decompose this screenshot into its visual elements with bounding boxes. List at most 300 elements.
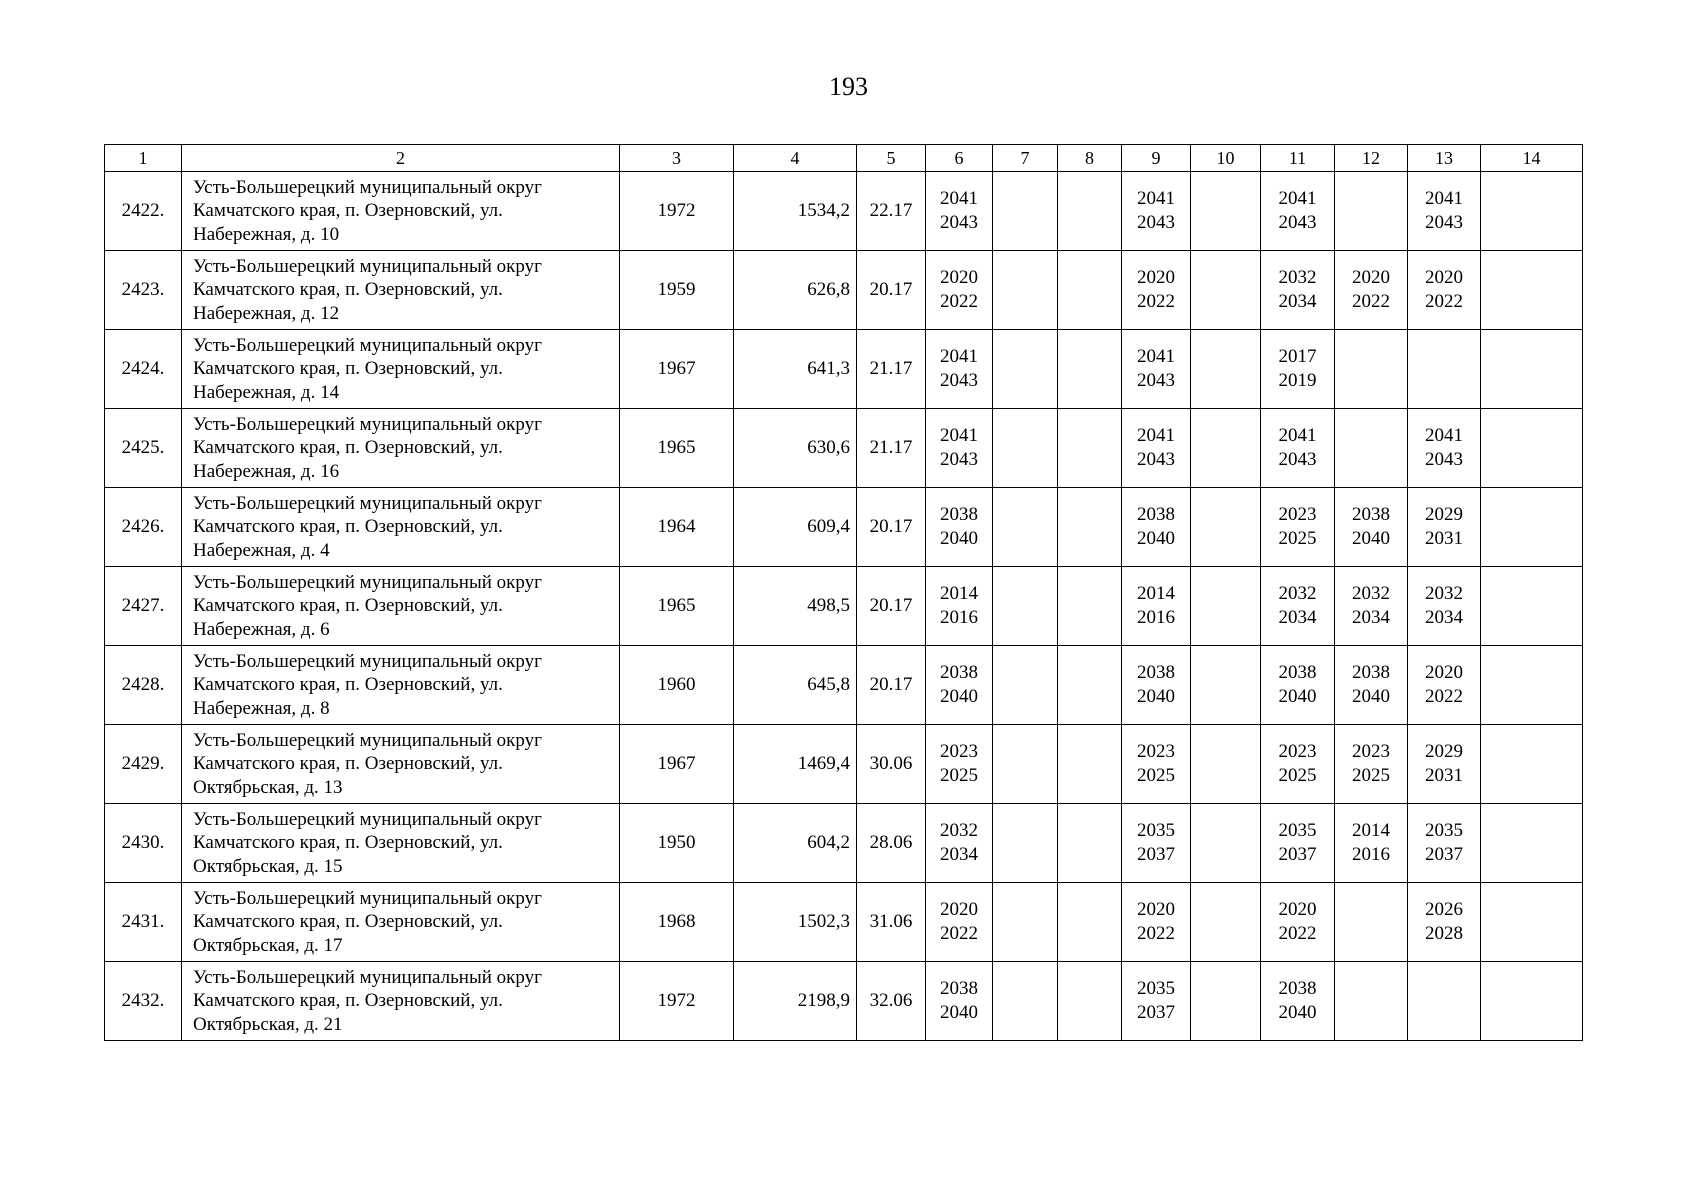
column-header: 13 — [1408, 145, 1481, 172]
period-cell-13 — [1408, 804, 1481, 883]
period-cell-8 — [1058, 251, 1122, 330]
period-year: 2041 — [1278, 425, 1317, 446]
period-year: 2038 — [1352, 662, 1390, 683]
period-year: 2038 — [1352, 504, 1390, 525]
period-cell-10 — [1191, 330, 1261, 409]
address-cell — [182, 962, 620, 1041]
row-number-cell: 2426. — [105, 488, 182, 567]
year-cell: 1972 — [620, 172, 734, 251]
period-cell-10 — [1191, 962, 1261, 1041]
period-cell-11 — [1261, 567, 1335, 646]
period-cell-13 — [1408, 962, 1481, 1041]
area-cell: 609,4 — [734, 488, 857, 567]
period-cell-13 — [1408, 488, 1481, 567]
period-cell-11 — [1261, 409, 1335, 488]
period-cell-9 — [1122, 962, 1191, 1041]
period-year: 2019 — [1278, 370, 1317, 391]
period-year: 2040 — [1352, 528, 1390, 549]
row-number-cell: 2424. — [105, 330, 182, 409]
period-year: 2035 — [1137, 820, 1175, 841]
period-cell-9 — [1122, 330, 1191, 409]
period-cell-7 — [993, 330, 1058, 409]
period-year: 2034 — [940, 844, 978, 865]
period-cell-11 — [1261, 172, 1335, 251]
period-cell-12 — [1335, 409, 1408, 488]
period-year: 2043 — [1137, 449, 1175, 470]
period-year: 2022 — [1352, 291, 1390, 312]
table-row — [105, 725, 1583, 804]
column-5-cell: 21.17 — [857, 330, 926, 409]
period-cell-12 — [1335, 962, 1408, 1041]
year-cell: 1960 — [620, 646, 734, 725]
period-year: 2040 — [940, 1002, 978, 1023]
address-line: Камчатского края, п. Озерновский, ул. — [193, 753, 503, 775]
address-line: Усть-Большерецкий муниципальный округ — [193, 176, 542, 198]
period-year: 2023 — [1137, 741, 1175, 762]
period-year: 2022 — [1425, 291, 1463, 312]
period-cell-13 — [1408, 883, 1481, 962]
period-cell-11 — [1261, 488, 1335, 567]
period-cell-10 — [1191, 804, 1261, 883]
address-line: Камчатского края, п. Озерновский, ул. — [193, 279, 503, 301]
period-cell-8 — [1058, 962, 1122, 1041]
address-line: Усть-Большерецкий муниципальный округ — [193, 492, 542, 514]
period-year: 2032 — [1278, 583, 1317, 604]
period-cell-12 — [1335, 883, 1408, 962]
row-number-cell: 2428. — [105, 646, 182, 725]
table-row — [105, 962, 1583, 1041]
period-year: 2043 — [1425, 449, 1463, 470]
period-cell-6 — [926, 488, 993, 567]
period-cell-11 — [1261, 883, 1335, 962]
period-cell-7 — [993, 883, 1058, 962]
period-year: 2020 — [1137, 267, 1175, 288]
address-line: Камчатского края, п. Озерновский, ул. — [193, 358, 503, 380]
period-year: 2025 — [1278, 528, 1317, 549]
year-cell: 1965 — [620, 409, 734, 488]
period-year: 2020 — [1352, 267, 1390, 288]
period-cell-7 — [993, 646, 1058, 725]
period-year: 2040 — [1278, 1002, 1317, 1023]
period-year: 2034 — [1352, 607, 1390, 628]
period-year: 2016 — [940, 607, 978, 628]
column-5-cell: 20.17 — [857, 646, 926, 725]
period-year: 2032 — [1352, 583, 1390, 604]
period-year: 2022 — [1137, 291, 1175, 312]
area-cell: 1502,3 — [734, 883, 857, 962]
period-year: 2038 — [1137, 662, 1175, 683]
period-cell-11 — [1261, 646, 1335, 725]
period-year: 2014 — [940, 583, 978, 604]
column-header: 4 — [734, 145, 857, 172]
period-year: 2037 — [1425, 844, 1463, 865]
address-line: Набережная, д. 8 — [193, 697, 330, 719]
address-line: Усть-Большерецкий муниципальный округ — [193, 571, 542, 593]
period-cell-7 — [993, 962, 1058, 1041]
period-year: 2035 — [1425, 820, 1463, 841]
period-year: 2037 — [1137, 844, 1175, 865]
period-year: 2038 — [940, 978, 978, 999]
period-year: 2025 — [1137, 765, 1175, 786]
period-year: 2043 — [1137, 370, 1175, 391]
period-year: 2043 — [1278, 449, 1317, 470]
period-cell-12 — [1335, 172, 1408, 251]
period-cell-14 — [1481, 646, 1583, 725]
address-line: Камчатского края, п. Озерновский, ул. — [193, 437, 503, 459]
year-cell: 1967 — [620, 330, 734, 409]
address-line: Камчатского края, п. Озерновский, ул. — [193, 200, 503, 222]
address-line: Усть-Большерецкий муниципальный округ — [193, 334, 542, 356]
period-year: 2020 — [1425, 267, 1463, 288]
address-line: Набережная, д. 4 — [193, 539, 330, 561]
period-cell-6 — [926, 804, 993, 883]
period-year: 2023 — [940, 741, 978, 762]
period-year: 2041 — [940, 188, 978, 209]
period-cell-7 — [993, 567, 1058, 646]
period-cell-7 — [993, 804, 1058, 883]
period-year: 2025 — [940, 765, 978, 786]
table-row — [105, 330, 1583, 409]
period-year: 2022 — [1278, 923, 1317, 944]
period-cell-12 — [1335, 251, 1408, 330]
address-line: Усть-Большерецкий муниципальный округ — [193, 413, 542, 435]
period-year: 2028 — [1425, 923, 1463, 944]
area-cell: 626,8 — [734, 251, 857, 330]
period-year: 2041 — [1137, 346, 1175, 367]
row-number-cell: 2422. — [105, 172, 182, 251]
column-header: 6 — [926, 145, 993, 172]
year-cell: 1968 — [620, 883, 734, 962]
period-cell-6 — [926, 172, 993, 251]
period-year: 2034 — [1278, 607, 1317, 628]
area-cell: 630,6 — [734, 409, 857, 488]
period-cell-14 — [1481, 251, 1583, 330]
period-year: 2040 — [1137, 686, 1175, 707]
table-row — [105, 883, 1583, 962]
address-line: Камчатского края, п. Озерновский, ул. — [193, 516, 503, 538]
period-year: 2040 — [940, 528, 978, 549]
period-year: 2016 — [1352, 844, 1390, 865]
address-line: Набережная, д. 10 — [193, 223, 340, 245]
period-year: 2023 — [1352, 741, 1390, 762]
period-cell-8 — [1058, 725, 1122, 804]
area-cell: 498,5 — [734, 567, 857, 646]
period-cell-8 — [1058, 804, 1122, 883]
area-cell: 1534,2 — [734, 172, 857, 251]
period-cell-12 — [1335, 646, 1408, 725]
address-line: Набережная, д. 14 — [193, 381, 340, 403]
table-row — [105, 172, 1583, 251]
year-cell: 1967 — [620, 725, 734, 804]
column-5-cell: 20.17 — [857, 488, 926, 567]
period-cell-8 — [1058, 646, 1122, 725]
area-cell: 645,8 — [734, 646, 857, 725]
period-year: 2041 — [1137, 188, 1175, 209]
year-cell: 1965 — [620, 567, 734, 646]
period-year: 2043 — [1425, 212, 1463, 233]
address-line: Камчатского края, п. Озерновский, ул. — [193, 990, 503, 1012]
address-line: Набережная, д. 6 — [193, 618, 330, 640]
column-header: 9 — [1122, 145, 1191, 172]
period-cell-6 — [926, 646, 993, 725]
period-cell-9 — [1122, 488, 1191, 567]
period-year: 2020 — [1425, 662, 1463, 683]
period-cell-6 — [926, 962, 993, 1041]
address-line: Усть-Большерецкий муниципальный округ — [193, 808, 542, 830]
period-cell-7 — [993, 409, 1058, 488]
column-5-cell: 32.06 — [857, 962, 926, 1041]
period-year: 2038 — [940, 662, 978, 683]
period-cell-6 — [926, 251, 993, 330]
period-year: 2022 — [940, 923, 978, 944]
period-year: 2038 — [1278, 662, 1317, 683]
address-line: Усть-Большерецкий муниципальный округ — [193, 966, 542, 988]
column-5-cell: 28.06 — [857, 804, 926, 883]
period-cell-7 — [993, 172, 1058, 251]
period-year: 2029 — [1425, 504, 1463, 525]
address-line: Усть-Большерецкий муниципальный округ — [193, 650, 542, 672]
column-5-cell: 21.17 — [857, 409, 926, 488]
table-row — [105, 488, 1583, 567]
address-cell — [182, 883, 620, 962]
column-5-cell: 20.17 — [857, 251, 926, 330]
period-year: 2022 — [940, 291, 978, 312]
address-line: Октябрьская, д. 13 — [193, 776, 343, 798]
period-year: 2040 — [1137, 528, 1175, 549]
period-year: 2041 — [1137, 425, 1175, 446]
period-year: 2023 — [1278, 504, 1317, 525]
period-cell-14 — [1481, 883, 1583, 962]
row-number-cell: 2432. — [105, 962, 182, 1041]
address-cell — [182, 330, 620, 409]
period-cell-13 — [1408, 251, 1481, 330]
period-cell-9 — [1122, 883, 1191, 962]
address-line: Набережная, д. 16 — [193, 460, 340, 482]
period-year: 2041 — [940, 425, 978, 446]
period-cell-7 — [993, 488, 1058, 567]
period-year: 2025 — [1352, 765, 1390, 786]
period-year: 2031 — [1425, 528, 1463, 549]
period-year: 2041 — [1278, 188, 1317, 209]
row-number-cell: 2427. — [105, 567, 182, 646]
row-number-cell: 2431. — [105, 883, 182, 962]
period-cell-10 — [1191, 251, 1261, 330]
period-cell-8 — [1058, 883, 1122, 962]
address-line: Камчатского края, п. Озерновский, ул. — [193, 832, 503, 854]
area-cell: 641,3 — [734, 330, 857, 409]
row-number-cell: 2429. — [105, 725, 182, 804]
period-year: 2029 — [1425, 741, 1463, 762]
period-year: 2016 — [1137, 607, 1175, 628]
period-cell-10 — [1191, 725, 1261, 804]
period-cell-13 — [1408, 725, 1481, 804]
period-cell-10 — [1191, 409, 1261, 488]
table-row — [105, 646, 1583, 725]
address-line: Усть-Большерецкий муниципальный округ — [193, 887, 542, 909]
period-year: 2022 — [1425, 686, 1463, 707]
table-row — [105, 409, 1583, 488]
period-year: 2035 — [1137, 978, 1175, 999]
address-line: Камчатского края, п. Озерновский, ул. — [193, 911, 503, 933]
period-cell-6 — [926, 567, 993, 646]
year-cell: 1950 — [620, 804, 734, 883]
period-cell-6 — [926, 725, 993, 804]
period-year: 2032 — [1278, 267, 1317, 288]
column-header: 12 — [1335, 145, 1408, 172]
column-5-cell: 31.06 — [857, 883, 926, 962]
address-line: Усть-Большерецкий муниципальный округ — [193, 729, 542, 751]
period-cell-11 — [1261, 725, 1335, 804]
period-cell-12 — [1335, 488, 1408, 567]
period-year: 2032 — [1425, 583, 1463, 604]
column-header: 2 — [182, 145, 620, 172]
column-header: 11 — [1261, 145, 1335, 172]
period-year: 2020 — [1278, 899, 1317, 920]
period-year: 2041 — [1425, 188, 1463, 209]
address-line: Октябрьская, д. 17 — [193, 934, 343, 956]
column-header: 5 — [857, 145, 926, 172]
period-cell-8 — [1058, 488, 1122, 567]
address-line: Камчатского края, п. Озерновский, ул. — [193, 595, 503, 617]
period-year: 2040 — [1352, 686, 1390, 707]
period-year: 2034 — [1425, 607, 1463, 628]
period-cell-14 — [1481, 567, 1583, 646]
column-header: 10 — [1191, 145, 1261, 172]
period-cell-13 — [1408, 646, 1481, 725]
period-cell-12 — [1335, 330, 1408, 409]
column-header: 7 — [993, 145, 1058, 172]
address-line: Октябрьская, д. 21 — [193, 1013, 343, 1035]
period-year: 2040 — [940, 686, 978, 707]
period-cell-9 — [1122, 646, 1191, 725]
period-year: 2043 — [940, 449, 978, 470]
period-cell-13 — [1408, 172, 1481, 251]
address-cell — [182, 804, 620, 883]
period-cell-9 — [1122, 725, 1191, 804]
period-cell-9 — [1122, 172, 1191, 251]
period-cell-9 — [1122, 567, 1191, 646]
table-row — [105, 251, 1583, 330]
period-year: 2034 — [1278, 291, 1317, 312]
period-cell-14 — [1481, 725, 1583, 804]
period-year: 2022 — [1137, 923, 1175, 944]
period-cell-14 — [1481, 172, 1583, 251]
period-year: 2041 — [940, 346, 978, 367]
period-year: 2014 — [1137, 583, 1175, 604]
period-cell-12 — [1335, 725, 1408, 804]
period-cell-14 — [1481, 488, 1583, 567]
period-cell-6 — [926, 330, 993, 409]
year-cell: 1964 — [620, 488, 734, 567]
period-year: 2020 — [940, 899, 978, 920]
period-cell-10 — [1191, 172, 1261, 251]
period-year: 2037 — [1278, 844, 1317, 865]
column-number-row — [105, 145, 1583, 172]
period-year: 2025 — [1278, 765, 1317, 786]
table-row — [105, 804, 1583, 883]
period-cell-8 — [1058, 409, 1122, 488]
column-5-cell: 20.17 — [857, 567, 926, 646]
period-cell-6 — [926, 409, 993, 488]
column-header: 8 — [1058, 145, 1122, 172]
address-cell — [182, 172, 620, 251]
address-line: Усть-Большерецкий муниципальный округ — [193, 255, 542, 277]
period-cell-11 — [1261, 962, 1335, 1041]
column-5-cell: 30.06 — [857, 725, 926, 804]
period-cell-10 — [1191, 646, 1261, 725]
period-cell-12 — [1335, 567, 1408, 646]
period-year: 2040 — [1278, 686, 1317, 707]
period-year: 2043 — [940, 212, 978, 233]
period-cell-7 — [993, 725, 1058, 804]
row-number-cell: 2425. — [105, 409, 182, 488]
period-year: 2043 — [940, 370, 978, 391]
period-year: 2043 — [1137, 212, 1175, 233]
period-cell-10 — [1191, 883, 1261, 962]
period-year: 2017 — [1278, 346, 1317, 367]
address-line: Октябрьская, д. 15 — [193, 855, 343, 877]
area-cell: 1469,4 — [734, 725, 857, 804]
period-year: 2026 — [1425, 899, 1463, 920]
period-cell-11 — [1261, 251, 1335, 330]
period-cell-13 — [1408, 409, 1481, 488]
area-cell: 604,2 — [734, 804, 857, 883]
column-5-cell: 22.17 — [857, 172, 926, 251]
period-cell-12 — [1335, 804, 1408, 883]
period-cell-11 — [1261, 330, 1335, 409]
row-number-cell: 2430. — [105, 804, 182, 883]
period-year: 2020 — [1137, 899, 1175, 920]
address-cell — [182, 409, 620, 488]
address-cell — [182, 488, 620, 567]
period-cell-13 — [1408, 567, 1481, 646]
column-header: 14 — [1481, 145, 1583, 172]
period-year: 2023 — [1278, 741, 1317, 762]
period-cell-8 — [1058, 567, 1122, 646]
page-number: 193 — [829, 72, 868, 101]
address-cell — [182, 251, 620, 330]
period-cell-14 — [1481, 409, 1583, 488]
table-row — [105, 567, 1583, 646]
period-year: 2038 — [1278, 978, 1317, 999]
period-year: 2038 — [940, 504, 978, 525]
period-cell-10 — [1191, 488, 1261, 567]
address-cell — [182, 567, 620, 646]
period-cell-10 — [1191, 567, 1261, 646]
period-cell-14 — [1481, 962, 1583, 1041]
period-cell-13 — [1408, 330, 1481, 409]
period-cell-9 — [1122, 409, 1191, 488]
column-header: 1 — [105, 145, 182, 172]
period-cell-11 — [1261, 804, 1335, 883]
period-cell-6 — [926, 883, 993, 962]
period-year: 2037 — [1137, 1002, 1175, 1023]
year-cell: 1959 — [620, 251, 734, 330]
period-year: 2038 — [1137, 504, 1175, 525]
address-line: Камчатского края, п. Озерновский, ул. — [193, 674, 503, 696]
period-cell-8 — [1058, 330, 1122, 409]
period-cell-14 — [1481, 804, 1583, 883]
housing-registry-table — [104, 144, 1583, 1041]
period-cell-14 — [1481, 330, 1583, 409]
period-year: 2043 — [1278, 212, 1317, 233]
period-year: 2041 — [1425, 425, 1463, 446]
period-cell-8 — [1058, 172, 1122, 251]
address-cell — [182, 725, 620, 804]
column-header: 3 — [620, 145, 734, 172]
year-cell: 1972 — [620, 962, 734, 1041]
period-year: 2020 — [940, 267, 978, 288]
